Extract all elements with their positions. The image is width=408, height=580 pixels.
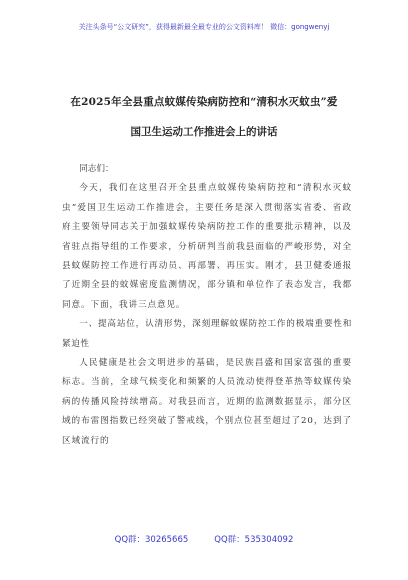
paragraph-intro: 今天，我们在这里召开全县重点蚊媒传染病防控和“清积水灭蚊虫”爱国卫生运动工作推进会，主要任务是深入贯彻落实省委、省政府主要领导同志关于加强蚊媒传染病防控工作的重要批示精神，以及省驻点指导组的工作要求，分析研判当前我县面临的严峻形势，对全县蚊媒防控工作进行再动员、再部署、再压实。刚才，县卫健委通报了近期全县的蚊媒密度监测情况，部分镇和单位作了表态发言，我都同意。下面，我讲三点意见。 [62,183,352,310]
salutation: 同志们： [79,164,114,174]
paragraph-health: 人民健康是社会文明进步的基础，是民族昌盛和国家富强的重要标志。当前，全球气候变化和频繁的人员流动使得登革热等蚊媒传染病的传播风险持续增高。对我县而言，近期的监测数据显示，部分区域的布雷图指数已经突破了警戒线，个别点位甚至超过了20，达到了区域流行的 [62,358,352,446]
footer-qq-group-1: QQ群：30265665 [114,535,189,545]
section-heading-1: 一、提高站位，认清形势，深刻理解蚊媒防控工作的极端重要性和紧迫性 [62,319,352,349]
top-banner: 关注头条号“公文研究”，获得最新最全最专业的公文资料库！ 微信：gongwenyj [78,23,330,31]
document-body [62,160,352,451]
document-title-line-1: 在2025年全县重点蚊媒传染病防控和“清积水灭蚊虫”爱 [70,96,338,108]
footer-contact [0,533,408,545]
document-title-line-2: 国卫生运动工作推进会上的讲话 [130,126,278,138]
footer-qq-group-2: QQ群：535304092 [214,535,294,545]
